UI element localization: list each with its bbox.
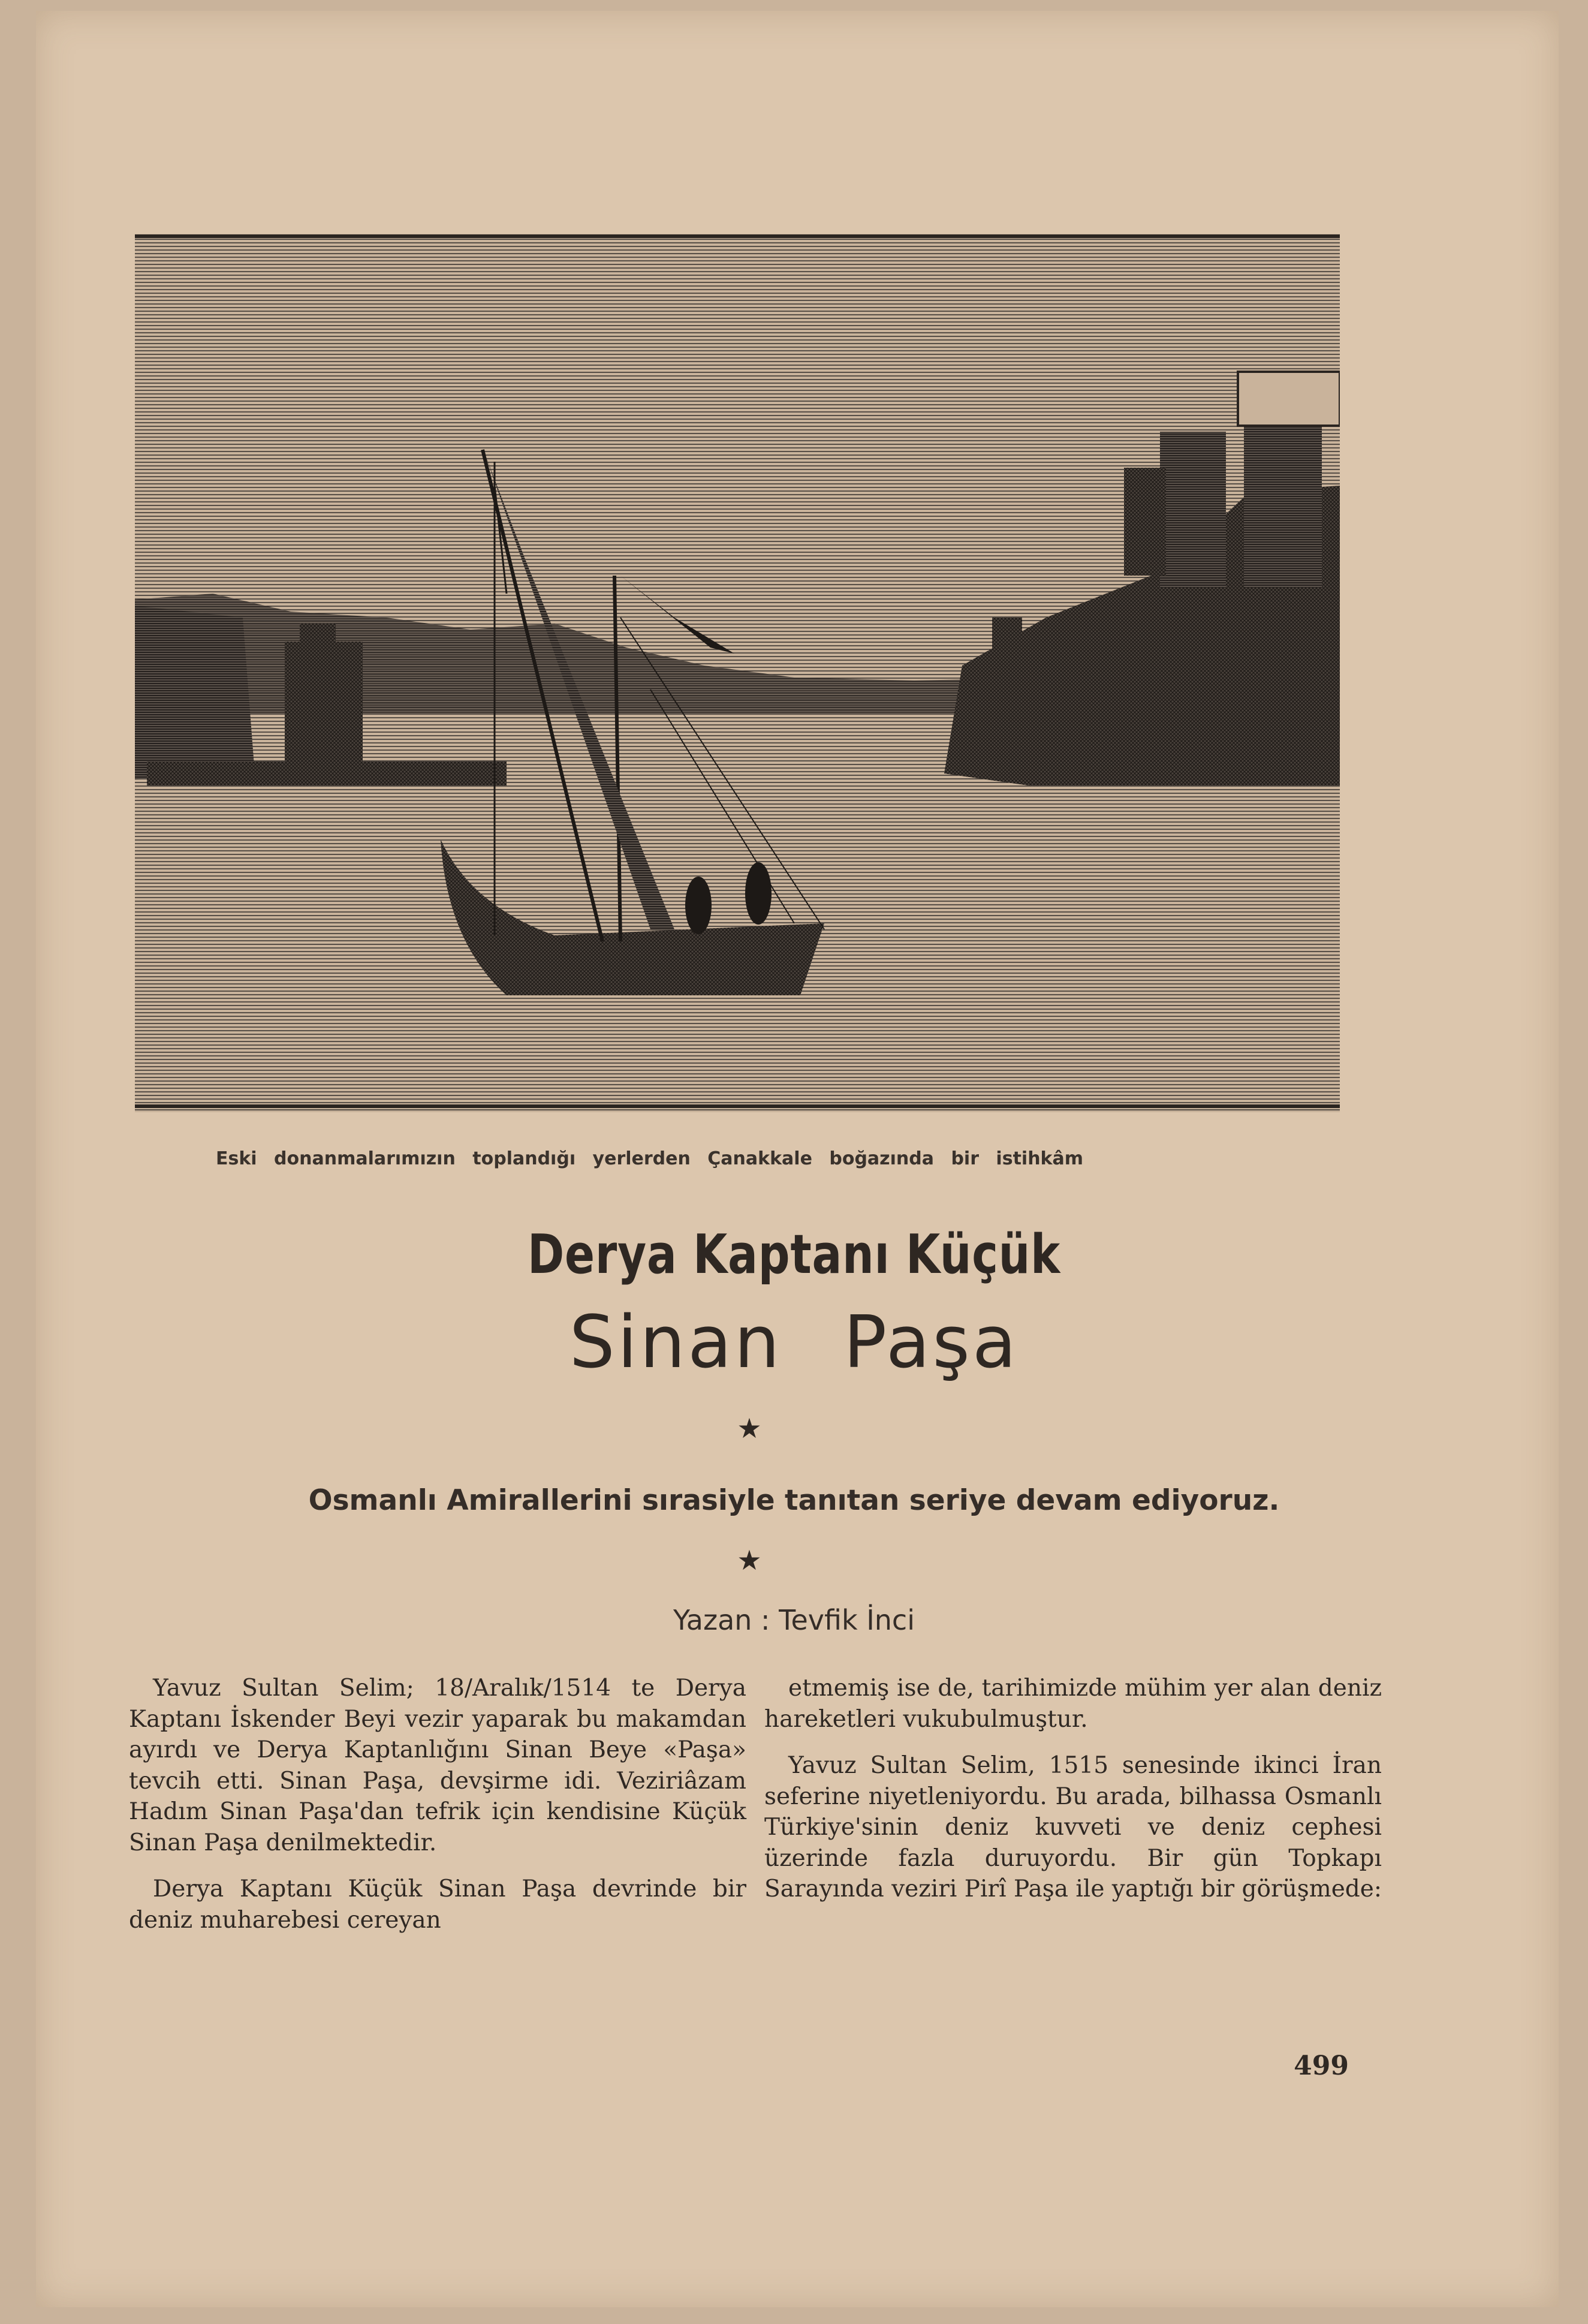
body-paragraph: Yavuz Sultan Selim, 1515 senesinde ikinci İran seferine niyetleniyordu. Bu arada, bilhassa Osmanlı Türkiye'sinin deniz kuvveti ve deniz cephesi üzerinde fazla duruyordu. Bir gün Topkapı Sarayında veziri Pirî Paşa ile yaptığı bir görüşmede: <box>764 1752 1382 1902</box>
body-column-right <box>764 1673 1382 1920</box>
author-byline: Yazan : Tevfik İnci <box>673 1604 915 1636</box>
page-number: 499 <box>1294 2051 1349 2081</box>
article-title-line2: Sinan Paşa <box>569 1301 1019 1384</box>
body-paragraph: Derya Kaptanı Küçük Sinan Paşa devrinde bir deniz muharebesi cereyan <box>129 1876 746 1934</box>
body-paragraph: etmemiş ise de, tarihimizde mühim yer alan deniz hareketleri vukubulmuştur. <box>764 1675 1382 1733</box>
star-separator-icon: ★ <box>737 1412 762 1444</box>
left-tower <box>285 642 363 773</box>
article-title-line1: Derya Kaptanı Küçük <box>527 1223 1061 1286</box>
star-separator-icon: ★ <box>737 1544 762 1576</box>
engraving-illustration <box>135 234 1340 1112</box>
body-paragraph: Yavuz Sultan Selim; 18/Aralık/1514 te Derya Kaptanı İskender Beyi vezir yaparak bu makamdan ayırdı ve Derya Kaptanlığını Sinan Beye «Paşa» tevcih etti. Sinan Paşa, devşirme idi. Veziriâzam Hadım Sinan Paşa'dan tefrik için kendisine Küçük Sinan Paşa denilmektedir. <box>129 1675 746 1856</box>
body-column-left <box>129 1673 746 1951</box>
image-caption: Eski donanmalarımızın toplandığı yerlerden Çanakkale boğazında bir istihkâm <box>216 1148 1084 1169</box>
series-subtitle: Osmanlı Amirallerini sırasiyle tanıtan seriye devam ediyoruz. <box>308 1484 1280 1517</box>
